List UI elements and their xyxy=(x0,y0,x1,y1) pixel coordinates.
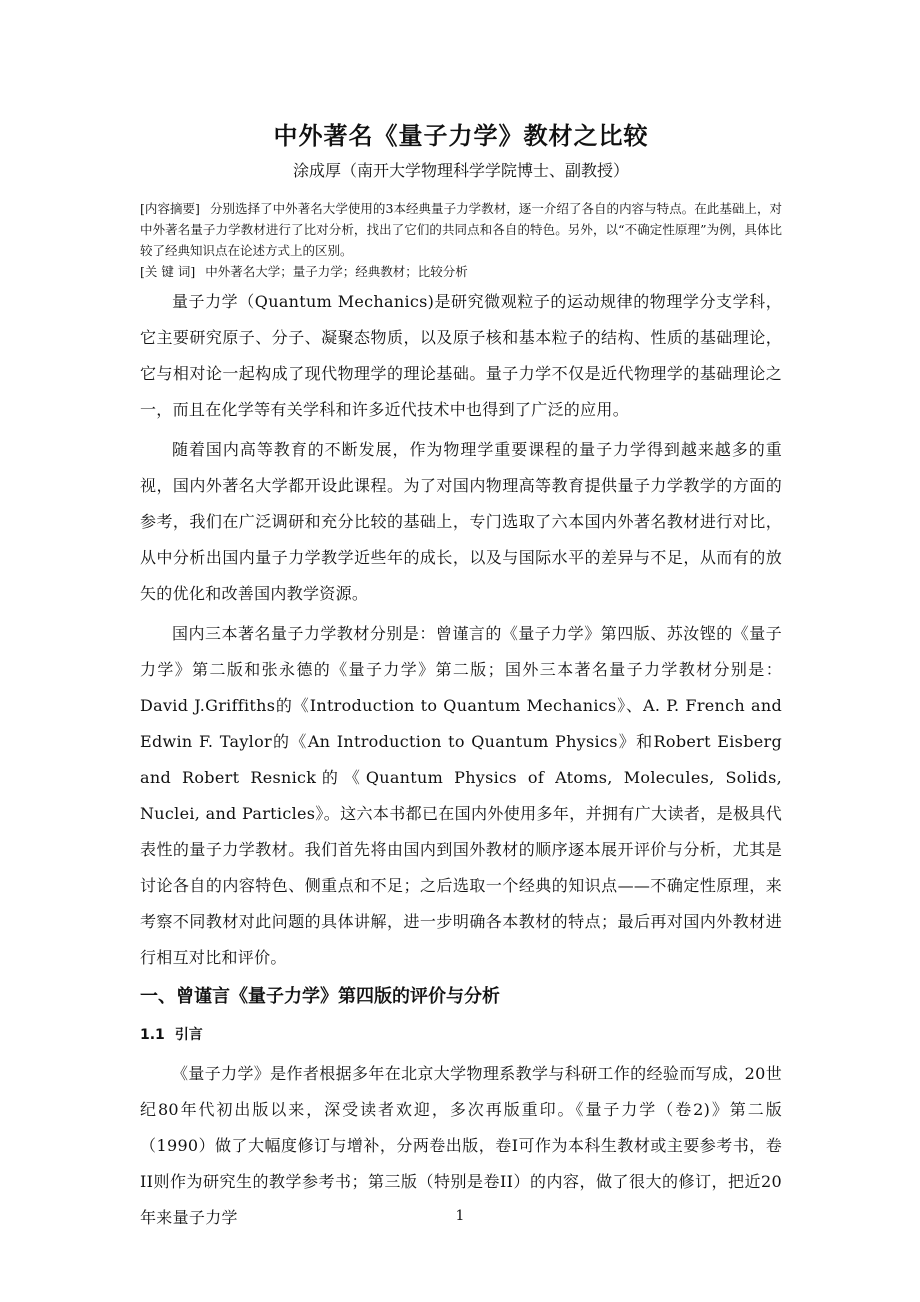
body-paragraph-3: 国内三本著名量子力学教材分别是：曾谨言的《量子力学》第四版、苏汝铿的《量子力学》第二版和张永德的《量子力学》第二版；国外三本著名量子力学教材分别是：David J.Griffiths的《Introduction to Quantum Mechanics》、A. P. French and Edwin F. Taylor的《An Introduction to Quantum Physics》和Robert Eisberg and Robert Resnick的《Quantum Physics of Atoms, Molecules, Solids, Nuclei, and Particles》。这六本书都已在国内外使用多年，并拥有广大读者，是极具代表性的量子力学教材。我们首先将由国内到国外教材的顺序逐本展开评价与分析，尤其是讨论各自的内容特色、侧重点和不足；之后选取一个经典的知识点——不确定性原理，来考察不同教材对此问题的具体讲解，进一步明确各本教材的特点；最后再对国内外教材进行相互对比和评价。 xyxy=(140,624,782,967)
abstract xyxy=(140,198,782,261)
subsection-number: 1.1 xyxy=(140,1027,165,1043)
keywords xyxy=(140,261,782,282)
page-content xyxy=(140,118,782,1236)
subsection-title: 引言 xyxy=(174,1027,203,1043)
subsection-heading xyxy=(140,1022,782,1048)
keywords-text: 中外著名大学；量子力学；经典教材；比较分析 xyxy=(205,264,468,279)
author-line: 涂成厚（南开大学物理科学学院博士、副教授） xyxy=(292,161,629,180)
body-paragraph-1: 量子力学（Quantum Mechanics)是研究微观粒子的运动规律的物理学分支学科，它主要研究原子、分子、凝聚态物质，以及原子核和基本粒子的结构、性质的基础理论，它与相对论一起构成了现代物理学的理论基础。量子力学不仅是近代物理学的基础理论之一，而且在化学等有关学科和许多近代技术中也得到了广泛的应用。 xyxy=(140,292,782,419)
section-paragraph: 《量子力学》是作者根据多年在北京大学物理系教学与科研工作的经验而写成，20世纪80年代初出版以来，深受读者欢迎，多次再版重印。《量子力学（卷2)》第二版（1990）做了大幅度修订与增补，分两卷出版，卷I可作为本科生教材或主要参考书，卷II则作为研究生的教学参考书；第三版（特别是卷II）的内容，做了很大的修订，把近20年来量子力学 xyxy=(140,1064,782,1227)
section-heading: 一、曾谨言《量子力学》第四版的评价与分析 xyxy=(140,986,500,1007)
body-paragraph-2: 随着国内高等教育的不断发展，作为物理学重要课程的量子力学得到越来越多的重视，国内外著名大学都开设此课程。为了对国内物理高等教育提供量子力学教学的方面的参考，我们在广泛调研和充分比较的基础上，专门选取了六本国内外著名教材进行对比，从中分析出国内量子力学教学近些年的成长，以及与国际水平的差异与不足，从而有的放矢的优化和改善国内教学资源。 xyxy=(140,440,782,603)
abstract-text: 分别选择了中外著名大学使用的3本经典量子力学教材，逐一介绍了各自的内容与特点。在此基础上，对中外著名量子力学教材进行了比对分析，找出了它们的共同点和各自的特色。另外，以“不确定性原理”为例，具体比较了经典知识点在论述方式上的区别。 xyxy=(140,201,782,258)
abstract-label: [内容摘要] xyxy=(140,201,200,216)
keywords-label: [关 键 词] xyxy=(140,264,196,279)
page-number: 1 xyxy=(455,1208,465,1224)
page-title: 中外著名《量子力学》教材之比较 xyxy=(273,122,649,150)
